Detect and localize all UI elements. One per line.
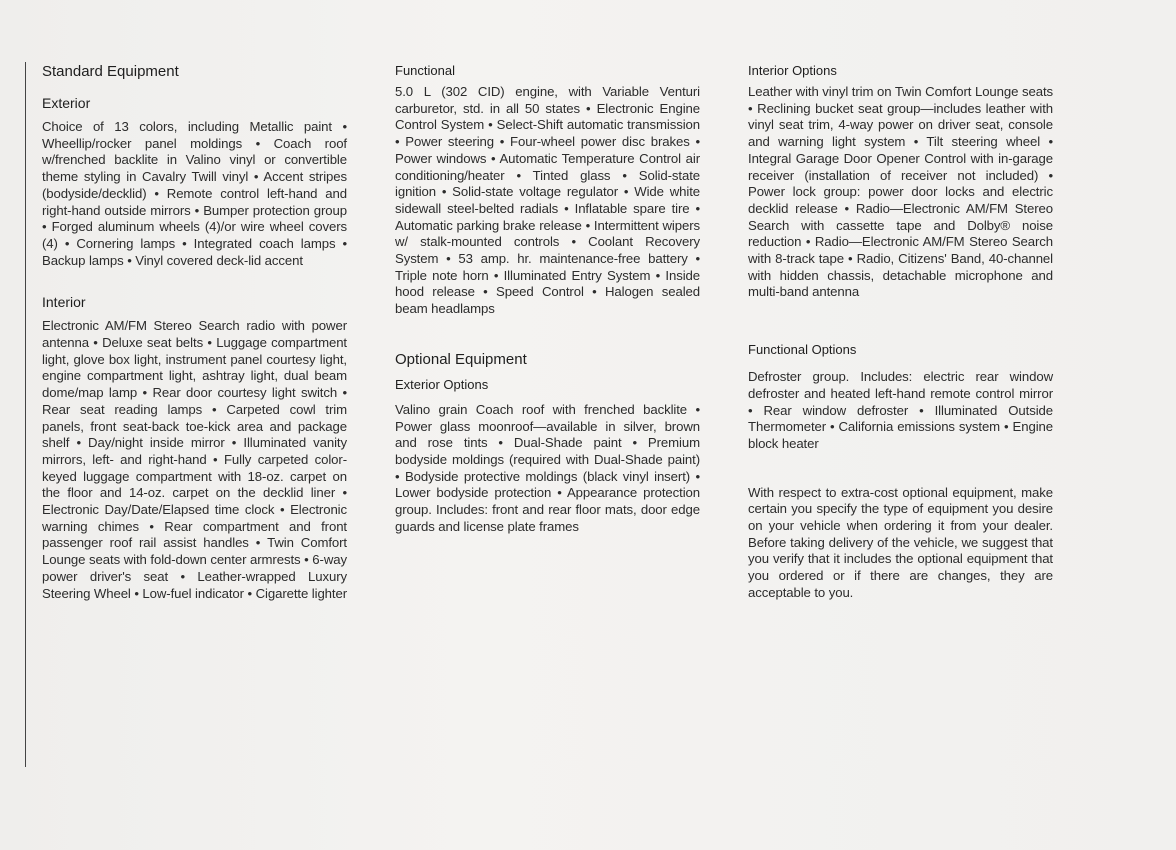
interior-subheading: Interior bbox=[42, 294, 86, 311]
interior-paragraph: Electronic AM/FM Stereo Search radio with power antenna • Deluxe seat belts • Luggage compartment light, glove box light, instrument panel courtesy light, engine compartment light, ashtray light, dual beam dome/map lamp • Rear door courtesy light switch • Rear seat reading lamps • Carpeted cowl trim panels, front seat-back toe-kick area and package shelf • Day/night inside mirror • Illuminated vanity mirrors, left- and right-hand • Fully carpeted color-keyed luggage compartment with 18-oz. carpet on the floor and 14-oz. carpet on the decklid liner • Electronic Day/Date/Elapsed time clock • Electronic warning chimes • Rear compartment and front passenger roof rail assist handles • Twin Comfort Lounge seats with fold-down center armrests • 6-way power driver's seat • Leather-wrapped Luxury Steering Wheel • Low-fuel indicator • Cigarette lighter bbox=[42, 318, 347, 601]
binding-rule bbox=[25, 62, 26, 767]
column-options bbox=[748, 62, 1053, 602]
interior-options-subheading: Interior Options bbox=[748, 63, 837, 78]
show-through-watermark bbox=[770, 705, 779, 735]
column-functional-optional bbox=[395, 62, 700, 535]
exterior-paragraph: Choice of 13 colors, including Metallic paint • Wheellip/rocker panel moldings • Coach roof w/frenched backlite in Valino vinyl or convertible theme styling in Cavalry Twill vinyl • Accent stripes (bodyside/decklid) • Remote control left-hand and right-hand outside mirrors • Bumper protection group • Forged aluminum wheels (4)/or wire wheel covers (4) • Cornering lamps • Integrated coach lamps • Backup lamps • Vinyl covered deck-lid accent bbox=[42, 119, 347, 268]
column-standard-equipment bbox=[42, 62, 347, 602]
interior-options-paragraph: Leather with vinyl trim on Twin Comfort Lounge seats • Reclining bucket seat group—includes leather with vinyl seat trim, 4-way power on driver seat, console and warning light system • Tilt steering wheel • Integral Garage Door Opener Control with in-garage receiver (installation of receiver not included) • Power lock group: power door locks and electric decklid release • Radio—Electronic AM/FM Stereo Search with cassette tape and Dolby® noise reduction • Radio—Electronic AM/FM Stereo Search with 8-track tape • Radio, Citizens' Band, 40-channel with hidden chassis, detachable microphone and multi-band antenna bbox=[748, 84, 1053, 300]
optional-equipment-heading: Optional Equipment bbox=[395, 350, 527, 368]
functional-paragraph: 5.0 L (302 CID) engine, with Variable Venturi carburetor, std. in all 50 states • Electronic Engine Control System • Select-Shift automatic transmission • Power steering • Four-wheel power disc brakes • Power windows • Automatic Temperature Control air conditioning/heater • Tinted glass • Solid-state ignition • Solid-state voltage regulator • Wide white sidewall steel-belted radials • Inflatable spare tire • Automatic parking brake release • Intermittent wipers w/ stalk-mounted controls • Coolant Recovery System • 53 amp. hr. maintenance-free battery • Triple note horn • Illuminated Entry System • Inside hood release • Speed Control • Halogen sealed beam headlamps bbox=[395, 84, 700, 317]
ordering-note-paragraph: With respect to extra-cost optional equipment, make certain you specify the type of equipment you desire on your vehicle when ordering it from your dealer. Before taking delivery of the vehicle, we suggest that you verify that it includes the optional equipment that you ordered or if there are changes, they are acceptable to you. bbox=[748, 484, 1053, 600]
exterior-options-paragraph: Valino grain Coach roof with frenched backlite • Power glass moonroof—available in silver, brown and rose tints • Dual-Shade paint • Premium bodyside moldings (required with Dual-Shade paint) • Bodyside protective moldings (black vinyl insert) • Lower bodyside protection • Appearance protection group. Includes: front and rear floor mats, door edge guards and license plate frames bbox=[395, 401, 700, 534]
functional-subheading: Functional bbox=[395, 63, 455, 78]
functional-options-subheading: Functional Options bbox=[748, 342, 857, 358]
exterior-options-subheading: Exterior Options bbox=[395, 376, 489, 392]
functional-options-paragraph: Defroster group. Includes: electric rear window defroster and heated left-hand remote control mirror • Rear window defroster • Illuminated Outside Thermometer • California emissions system • Engine block heater bbox=[748, 369, 1053, 451]
exterior-subheading: Exterior bbox=[42, 95, 91, 111]
standard-equipment-heading: Standard Equipment bbox=[42, 63, 179, 80]
